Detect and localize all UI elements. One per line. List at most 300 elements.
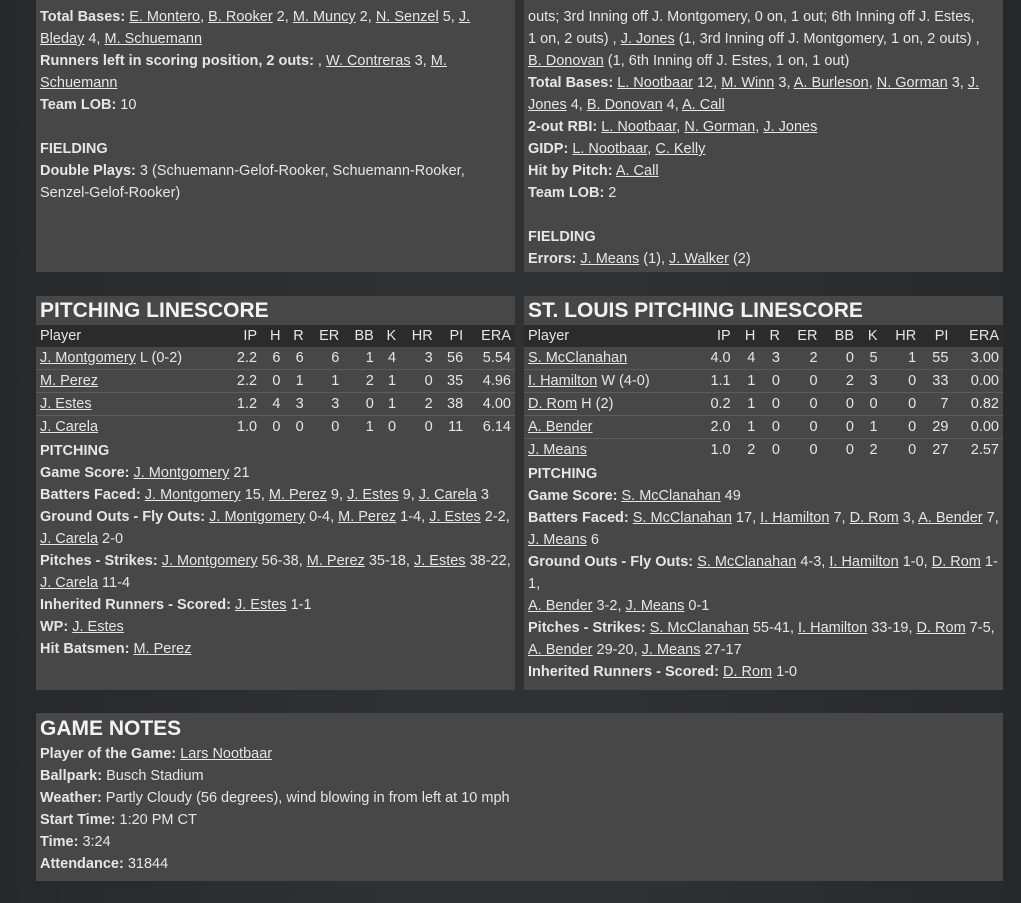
stat-text: 9, [326,487,348,503]
column-header: ERA [952,325,1003,347]
stat-cell: 1 [858,416,882,439]
column-header: IP [226,325,262,347]
stat-text: 1-1 [286,597,312,613]
stat-text: 3, [774,75,794,91]
stat-cell: 1 [882,347,921,370]
stat-cell: 0 [759,416,784,439]
stat-cell: 11 [448,419,464,435]
player-link[interactable]: Schuemann [40,75,118,91]
stat-cell: 0 [295,419,304,435]
team-lob-label: Team LOB: [528,185,605,201]
game-notes-panel [36,713,1003,881]
player-cell [524,439,697,462]
player-cell [36,347,226,370]
stat-text: (2) [728,251,751,267]
ground-fly-outs-line [40,506,511,550]
stat-cell: 3 [858,370,882,393]
stat-text: 1 on, 2 outs) , [528,31,621,47]
column-header: PI [437,325,467,347]
stat-cell: 0 [771,442,780,458]
stat-text: 5, [438,9,459,25]
team-lob-line [40,94,511,116]
stat-cell: 33 [920,370,952,393]
player-cell [524,393,697,416]
player-of-game-label: Player of the Game: [40,746,177,762]
table-row [36,347,515,370]
table-row [524,393,1003,416]
stat-text: 4, [566,97,587,113]
ballpark-line [40,765,999,787]
stat-text: 11-4 [98,575,131,591]
decision-note: H (2) [577,396,614,412]
inherited-runners-line [528,661,999,683]
player-link[interactable]: A. Call [682,97,725,113]
batters-faced-line [528,507,999,551]
inherited-runners-label: Inherited Runners - Scored: [528,664,719,680]
player-link[interactable]: M. [430,53,447,69]
stat-cell: 2.2 [226,347,262,370]
double-plays-value: Senzel-Gelof-Rooker) [40,185,181,201]
player-link[interactable]: C. Kelly [655,141,706,157]
player-link[interactable]: N. Gorman [876,75,948,91]
stat-text: 1-0, [898,554,932,570]
stat-cell: 1 [308,370,344,393]
home-run-detail-line: outs; 3rd Inning off J. Montgomery, 0 on, 1 out; 6th Inning off J. Estes, [528,9,975,25]
pitching-linescore-title: PITCHING LINESCORE [40,299,269,322]
stat-text: (1), [639,251,670,267]
hit-batsmen-label: Hit Batsmen: [40,641,130,657]
stat-text: , [200,9,209,25]
player-link[interactable]: J. Walker [669,251,729,267]
stat-cell: 0 [388,419,397,435]
pitching-notes [524,461,1003,683]
player-link[interactable]: E. Montero [129,9,201,25]
stat-text: (1, 3rd Inning off J. Montgomery, 1 on, 2 outs) , [674,31,980,47]
weather-value: Partly Cloudy (56 degrees), wind blowing in from left at 10 mph [101,790,510,806]
ground-fly-outs-line [528,551,999,617]
stat-cell: 0 [400,370,437,393]
column-header: H [735,325,760,347]
player-link[interactable]: M. Perez [268,487,327,503]
stat-cell: 0 [822,416,858,439]
table-header-row [36,325,515,347]
game-score-line [40,462,511,484]
stat-cell: 1 [378,393,400,416]
player-link[interactable]: D. Rom [722,664,773,680]
player-link[interactable]: J. Carela [418,487,477,503]
stat-cell: 2.2 [226,370,262,393]
stat-text: , [313,53,326,69]
stat-cell: 5 [858,347,882,370]
stat-cell: 0.00 [952,416,1003,439]
stat-cell: 3.00 [952,347,1003,370]
stat-text: , [676,119,685,135]
decision-note: L (0-2) [135,350,183,366]
stat-text: 9, [398,487,419,503]
stat-cell: 0 [331,419,340,435]
column-header: HR [400,325,437,347]
gidp-line [528,138,999,160]
stat-cell: 4 [735,347,760,370]
stat-text: 4-3, [796,554,830,570]
game-score-line [528,485,999,507]
player-link[interactable]: J. Estes [72,619,124,635]
player-link[interactable]: J. Carela [40,419,99,435]
player-link[interactable]: J. Estes [347,487,399,503]
player-cell [36,393,226,416]
player-link[interactable]: A. Burleson [793,75,869,91]
player-link[interactable]: L. Nootbaar [617,75,693,91]
two-out-rbi-line [528,116,999,138]
stat-cell: 0 [908,442,917,458]
errors-label: Errors: [528,251,577,267]
stat-cell: 1 [365,419,374,435]
stat-text: 15, [240,487,269,503]
stat-text: 3 [476,487,489,503]
home-run-detail-line [528,28,999,50]
attendance-line [40,853,999,875]
player-link[interactable]: M. Perez [306,553,365,569]
stat-cell: 0.00 [952,370,1003,393]
table-header-row [524,325,1003,347]
player-link[interactable]: A. Bender [528,642,593,658]
stat-cell: 0 [845,442,854,458]
stat-text: 0-1 [684,598,710,614]
stat-cell: 0 [882,370,921,393]
ground-fly-outs-label: Ground Outs - Fly Outs: [40,509,206,525]
stat-cell: 4 [261,393,284,416]
stat-cell: 2 [822,370,858,393]
stat-cell: 0 [272,419,281,435]
player-link[interactable]: W. Contreras [326,53,411,69]
stat-cell: 35 [437,370,467,393]
column-header: ER [784,325,822,347]
player-link[interactable]: M. Perez [40,373,99,389]
pitching-header: PITCHING [528,466,598,482]
stat-text: 33-19, [867,620,917,636]
player-link[interactable]: J. [967,75,980,91]
stat-cell: 0.2 [697,393,735,416]
ballpark-label: Ballpark: [40,768,103,784]
player-link[interactable]: M. Muncy [292,9,356,25]
fielding-header: FIELDING [528,229,596,245]
table-row [36,370,515,393]
player-link[interactable]: J. Estes [40,396,92,412]
stat-text: 2-2, [480,509,510,525]
player-link[interactable]: A. Call [615,163,659,179]
column-header: K [858,325,882,347]
player-link[interactable]: A. Bender [918,510,983,526]
stat-text: 0-4, [305,509,339,525]
column-header: BB [822,325,858,347]
stat-cell: 2.57 [970,442,999,458]
player-link[interactable]: J. Montgomery [144,487,241,503]
player-link[interactable]: S. McClanahan [697,554,797,570]
player-link[interactable]: S. McClanahan [649,620,749,636]
stat-text: 6 [586,532,599,548]
stat-cell: 0 [882,416,921,439]
stat-cell: 2 [343,370,378,393]
stat-text: 1-0 [772,664,798,680]
stat-cell: 2 [784,347,822,370]
stat-text: 49 [720,488,741,504]
stat-cell: 4.00 [467,393,515,416]
stat-cell: 0 [759,370,784,393]
player-cell [524,370,697,393]
hit-by-pitch-line [528,160,999,182]
stat-cell: 3 [284,393,307,416]
team-lob-label: Team LOB: [40,97,117,113]
stat-cell: 0 [784,370,822,393]
player-link[interactable]: I. Hamilton [760,510,830,526]
player-link[interactable]: S. McClanahan [621,488,721,504]
game-time-label: Time: [40,834,79,850]
stat-text: 3, [898,510,919,526]
player-link[interactable]: J. Jones [620,31,675,47]
player-link[interactable]: M. Perez [338,509,397,525]
stat-cell: 27 [932,442,949,458]
player-link[interactable]: S. McClanahan [632,510,732,526]
player-link[interactable]: B. Donovan [586,97,663,113]
stat-text: 3-2, [592,598,626,614]
player-link[interactable]: I. Hamilton [798,620,868,636]
double-plays-line [40,160,511,204]
stat-cell: 0 [822,393,858,416]
player-link[interactable]: D. Rom [528,396,578,412]
player-link[interactable]: J. Means [625,598,685,614]
stat-text: , [755,119,764,135]
player-link[interactable]: Jones [528,97,567,113]
player-link[interactable]: I. Hamilton [829,554,899,570]
pitches-strikes-line [528,617,999,661]
stat-text: , [868,75,877,91]
start-time-value: 1:20 PM CT [115,812,197,828]
double-plays-value: 3 (Schuemann-Gelof-Rooker, Schuemann-Rooker, [135,163,465,179]
ballpark-value: Busch Stadium [102,768,204,784]
stat-cell: 2 [869,442,878,458]
player-link[interactable]: Bleday [40,31,85,47]
stat-text: 38-22, [465,553,511,569]
player-cell [36,370,226,393]
table-row [524,439,1003,462]
stat-text: 55-41, [748,620,799,636]
column-header: Player [524,325,697,347]
weather-line [40,787,999,809]
player-cell [524,416,697,439]
stat-text: 2, [355,9,376,25]
pitching-linescore-table [36,325,515,438]
stat-cell: 1 [735,416,760,439]
stat-text: 12, [692,75,722,91]
decision-note: W (4-0) [597,373,650,389]
column-header: ER [308,325,344,347]
player-link[interactable]: J. Carela [40,531,99,547]
stat-text: 1-4, [396,509,430,525]
pitching-linescore-table [524,325,1003,461]
team-lob-line [528,182,999,204]
stat-text: (1, 6th Inning off J. Estes, 1 on, 1 out) [603,53,850,69]
game-notes-title: GAME NOTES [40,717,182,740]
stat-cell: 1.0 [710,442,731,458]
stat-cell: 1 [735,370,760,393]
player-link[interactable]: M. Perez [133,641,192,657]
pitching-linescore-panel [36,296,515,690]
stat-cell: 0 [809,442,818,458]
stat-cell: 6 [284,347,307,370]
stat-cell: 38 [437,393,467,416]
stat-text: 3, [410,53,431,69]
hit-by-pitch-label: Hit by Pitch: [528,163,613,179]
wild-pitch-line [40,616,511,638]
stat-text: 35-18, [364,553,414,569]
player-link[interactable]: J. Estes [429,509,481,525]
batters-faced-label: Batters Faced: [528,510,629,526]
stat-cell: 0 [261,370,284,393]
player-cell [36,416,226,439]
start-time-label: Start Time: [40,812,116,828]
two-out-rbi-label: 2-out RBI: [528,119,598,135]
player-of-game-line [40,743,999,765]
stat-text: 7-5, [965,620,995,636]
gidp-label: GIDP: [528,141,569,157]
player-link[interactable]: D. Rom [931,554,981,570]
stat-cell: 1 [343,347,378,370]
home-run-detail-line [528,50,999,72]
player-link[interactable]: S. McClanahan [528,350,628,366]
st-louis-pitching-linescore-panel [524,296,1003,690]
total-bases-line [40,6,511,50]
table-row [36,416,515,439]
pitches-strikes-line [40,550,511,594]
weather-label: Weather: [40,790,102,806]
player-link[interactable]: J. Means [641,642,701,658]
stat-cell: 1.1 [697,370,735,393]
total-bases-label: Total Bases: [40,9,126,25]
game-score-label: Game Score: [528,488,618,504]
player-link[interactable]: A. Bender [528,419,593,435]
total-bases-label: Total Bases: [528,75,614,91]
game-time-value: 3:24 [78,834,111,850]
stat-cell: 6 [261,347,284,370]
player-link[interactable]: J. Means [580,251,640,267]
stat-cell: 0 [784,393,822,416]
player-link[interactable]: J. Means [528,442,587,458]
stat-text: 27-17 [700,642,742,658]
table-row [524,370,1003,393]
stat-cell: 5.54 [467,347,515,370]
stat-text: , [647,141,656,157]
double-plays-label: Double Plays: [40,163,136,179]
stat-cell: 3 [400,347,437,370]
player-link[interactable]: B. Rooker [208,9,273,25]
player-link[interactable]: D. Rom [916,620,966,636]
pitching-linescore-title: ST. LOUIS PITCHING LINESCORE [528,299,863,322]
stat-cell: 0 [882,393,921,416]
stat-cell: 4.96 [467,370,515,393]
player-link[interactable]: M. Schuemann [104,31,203,47]
total-bases-line [528,72,999,116]
stat-cell: 4 [378,347,400,370]
inherited-runners-label: Inherited Runners - Scored: [40,597,231,613]
player-link[interactable]: J. Montgomery [40,350,136,366]
player-link[interactable]: J. Montgomery [133,465,230,481]
player-link[interactable]: J. Estes [234,597,287,613]
column-header: ERA [467,325,515,347]
stat-cell: 0 [858,393,882,416]
column-header: H [261,325,284,347]
player-link[interactable]: M. Winn [721,75,775,91]
column-header: R [284,325,307,347]
stat-text: 7, [982,510,999,526]
stat-cell: 6 [308,347,344,370]
attendance-label: Attendance: [40,856,124,872]
player-link[interactable]: L. Nootbaar [572,141,648,157]
stat-cell: 1 [284,370,307,393]
player-link[interactable]: J. [458,9,471,25]
stat-cell: 1.2 [226,393,262,416]
stat-cell: 0 [343,393,378,416]
errors-line [528,248,999,270]
player-link[interactable]: I. Hamilton [528,373,598,389]
player-link[interactable]: B. Donovan [528,53,604,69]
start-time-line [40,809,999,831]
table-row [524,416,1003,439]
rlisp-line [40,50,511,94]
player-link[interactable]: J. Jones [763,119,818,135]
stat-cell: 0 [424,419,433,435]
column-header: PI [920,325,952,347]
pitching-header: PITCHING [40,443,110,459]
player-link[interactable]: J. Carela [40,575,99,591]
player-link[interactable]: N. Senzel [375,9,439,25]
ground-fly-outs-label: Ground Outs - Fly Outs: [528,554,694,570]
batting-notes-left-panel [36,0,515,272]
player-link[interactable]: A. Bender [528,598,593,614]
stat-text: 29-20, [592,642,642,658]
stat-text: 21 [229,465,250,481]
stat-cell: 0 [759,393,784,416]
batting-notes-right-panel [524,0,1003,272]
stat-cell: 0 [784,416,822,439]
fielding-header: FIELDING [40,141,108,157]
batters-faced-label: Batters Faced: [40,487,141,503]
stat-cell: 3 [759,347,784,370]
stat-cell: 29 [920,416,952,439]
player-link[interactable]: J. Montgomery [161,553,258,569]
hit-batsmen-line [40,638,511,660]
stat-cell: 1 [735,393,760,416]
stat-text: 4, [84,31,105,47]
rlisp-label: Runners left in scoring position, 2 outs: [40,53,314,69]
pitches-strikes-label: Pitches - Strikes: [528,620,646,636]
column-header: HR [882,325,921,347]
wild-pitch-label: WP: [40,619,69,635]
stat-cell: 6.14 [482,419,511,435]
stat-text: 7, [829,510,850,526]
column-header: R [759,325,784,347]
stat-cell: 0 [822,347,858,370]
player-link[interactable]: J. Montgomery [209,509,306,525]
player-link[interactable]: D. Rom [849,510,899,526]
player-link[interactable]: Lars Nootbaar [180,746,273,762]
stat-text: 1-1, [528,554,998,592]
player-link[interactable]: N. Gorman [684,119,756,135]
player-link[interactable]: J. Means [528,532,587,548]
column-header: IP [697,325,735,347]
player-link[interactable]: J. Estes [413,553,466,569]
player-link[interactable]: L. Nootbaar [601,119,677,135]
stat-text: 2-0 [98,531,124,547]
